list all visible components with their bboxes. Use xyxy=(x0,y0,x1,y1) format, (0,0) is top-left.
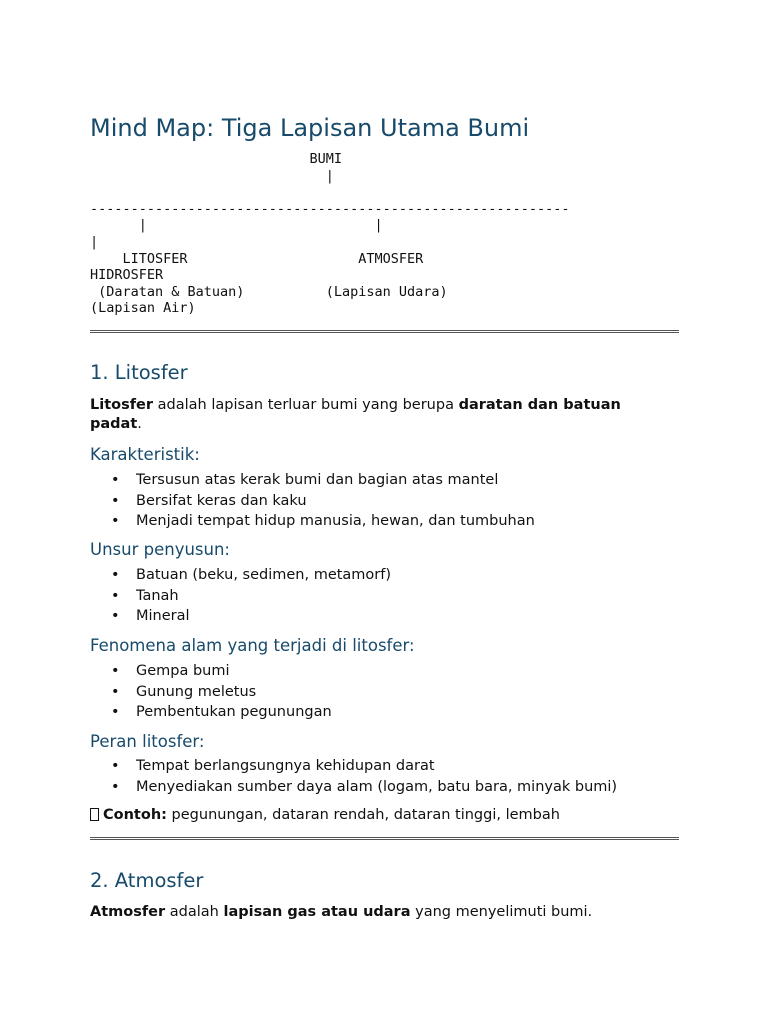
list-item: • Pembentukan pegunungan xyxy=(90,702,332,723)
section-heading-atmosfer: 2. Atmosfer xyxy=(90,869,204,892)
intro-end: . xyxy=(137,416,142,432)
list-item: • Gunung meletus xyxy=(90,682,332,703)
list-item: • Menjadi tempat hidup manusia, hewan, dan tumbuhan xyxy=(90,511,535,532)
intro-text: adalah lapisan terluar bumi yang berupa xyxy=(153,397,459,413)
section-heading-litosfer: 1. Litosfer xyxy=(90,361,188,384)
term-atmosfer: Atmosfer xyxy=(90,904,166,920)
list-item: • Tanah xyxy=(90,586,391,607)
list-item: • Batuan (beku, sedimen, metamorf) xyxy=(90,565,391,586)
page-title: Mind Map: Tiga Lapisan Utama Bumi xyxy=(90,114,530,142)
list-item: • Tersusun atas kerak bumi dan bagian atas mantel xyxy=(90,470,535,491)
section-divider xyxy=(90,330,679,333)
list-item: • Menyediakan sumber daya alam (logam, batu bara, minyak bumi) xyxy=(90,777,617,798)
intro-end: yang menyelimuti bumi. xyxy=(410,904,593,920)
missing-glyph-icon xyxy=(90,808,99,821)
peran-list xyxy=(90,756,617,797)
contoh-line xyxy=(90,806,670,825)
intro-bold: daratan dan batuan padat xyxy=(90,397,621,432)
list-item: • Tempat berlangsungnya kehidupan darat xyxy=(90,756,617,777)
list-item: • Mineral xyxy=(90,606,391,627)
list-item: • Bersifat keras dan kaku xyxy=(90,491,535,512)
mind-map-ascii-diagram: BUMI | ----------------------------------------------------------- | | | LITOSFER ATMOSFER HIDROSFER (Daratan & Batuan) (Lapisan Udara) (Lapisan Air) xyxy=(90,151,570,317)
subheading-fenomena: Fenomena alam yang terjadi di litosfer: xyxy=(90,636,415,655)
karakteristik-list xyxy=(90,470,535,532)
subheading-peran: Peran litosfer: xyxy=(90,732,205,751)
intro-text: adalah xyxy=(165,904,224,920)
subheading-unsur-penyusun: Unsur penyusun: xyxy=(90,540,230,559)
litosfer-intro-paragraph xyxy=(90,396,670,434)
list-item: • Gempa bumi xyxy=(90,661,332,682)
term-litosfer: Litosfer xyxy=(90,397,154,413)
contoh-text: pegunungan, dataran rendah, dataran tinggi, lembah xyxy=(166,807,560,823)
subheading-karakteristik: Karakteristik: xyxy=(90,445,200,464)
unsur-list xyxy=(90,565,391,627)
contoh-label: Contoh: xyxy=(103,807,167,823)
section-divider xyxy=(90,837,679,840)
intro-bold: lapisan gas atau udara xyxy=(223,904,411,920)
atmosfer-intro-paragraph xyxy=(90,903,670,922)
fenomena-list xyxy=(90,661,332,723)
